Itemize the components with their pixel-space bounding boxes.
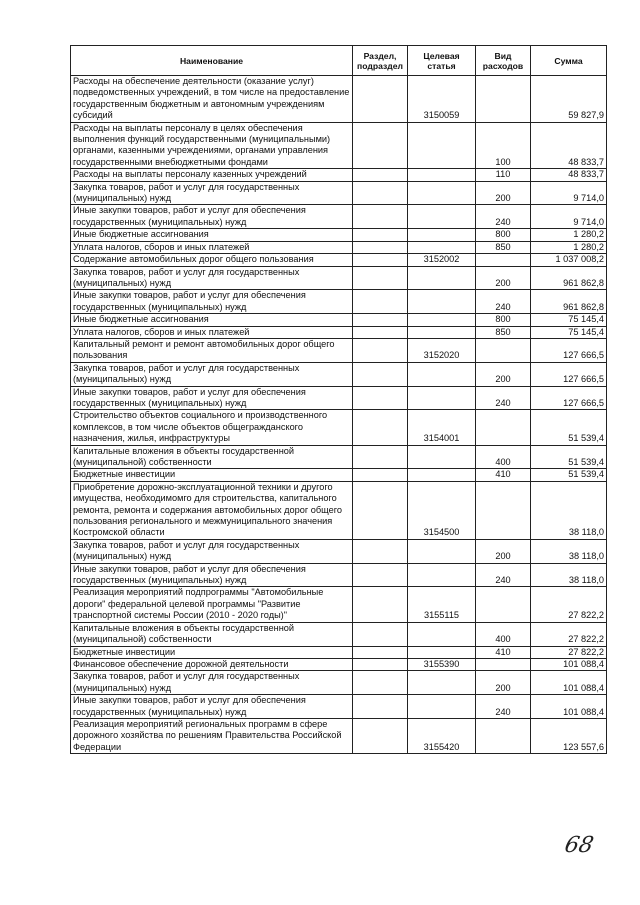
row-target [408, 671, 476, 695]
row-type: 110 [476, 169, 531, 181]
row-section [353, 410, 408, 445]
row-amount: 961 862,8 [531, 290, 607, 314]
row-section [353, 445, 408, 469]
table-row [71, 122, 607, 169]
row-type: 240 [476, 695, 531, 719]
row-target [408, 241, 476, 253]
row-name: Финансовое обеспечение дорожной деятельности [71, 658, 353, 670]
row-type: 400 [476, 445, 531, 469]
header-type: Вид расходов [476, 46, 531, 76]
row-name: Реализация мероприятий региональных программ в сфере дорожного хозяйства по решениям Правительства Российской Федерации [71, 718, 353, 753]
row-type: 240 [476, 205, 531, 229]
table-row [71, 169, 607, 181]
row-amount: 38 118,0 [531, 563, 607, 587]
row-name: Бюджетные инвестиции [71, 646, 353, 658]
row-section [353, 671, 408, 695]
table-row [71, 76, 607, 123]
table-row [71, 386, 607, 410]
row-amount: 38 118,0 [531, 481, 607, 539]
table-row [71, 326, 607, 338]
table-row [71, 563, 607, 587]
row-name: Иные закупки товаров, работ и услуг для обеспечения государственных (муниципальных) нужд [71, 695, 353, 719]
row-amount: 101 088,4 [531, 671, 607, 695]
row-type [476, 338, 531, 362]
table-row [71, 469, 607, 481]
row-target [408, 362, 476, 386]
row-amount: 59 827,9 [531, 76, 607, 123]
table-row [71, 671, 607, 695]
row-section [353, 169, 408, 181]
row-type: 800 [476, 314, 531, 326]
row-name: Закупка товаров, работ и услуг для государственных (муниципальных) нужд [71, 671, 353, 695]
row-target: 3155420 [408, 718, 476, 753]
row-target [408, 646, 476, 658]
table-row [71, 718, 607, 753]
row-amount: 48 833,7 [531, 122, 607, 169]
row-target [408, 229, 476, 241]
row-section [353, 563, 408, 587]
row-section [353, 622, 408, 646]
row-amount: 101 088,4 [531, 658, 607, 670]
row-name: Закупка товаров, работ и услуг для государственных (муниципальных) нужд [71, 539, 353, 563]
table-row [71, 646, 607, 658]
table-row [71, 695, 607, 719]
table-row [71, 410, 607, 445]
row-name: Приобретение дорожно-эксплуатационной техники и другого имущества, необходимомго для строительства, капитального ремонта, ремонта и содержания автомобильных дорог общего пользования регионального и межмуниципального значения Костромской области [71, 481, 353, 539]
row-name: Иные закупки товаров, работ и услуг для обеспечения государственных (муниципальных) нужд [71, 290, 353, 314]
header-name: Наименование [71, 46, 353, 76]
row-type: 410 [476, 646, 531, 658]
row-amount: 27 822,2 [531, 646, 607, 658]
row-amount: 127 666,5 [531, 386, 607, 410]
budget-document [70, 45, 606, 754]
table-row [71, 362, 607, 386]
row-type: 200 [476, 362, 531, 386]
row-name: Иные закупки товаров, работ и услуг для обеспечения государственных (муниципальных) нужд [71, 386, 353, 410]
row-amount: 127 666,5 [531, 338, 607, 362]
row-amount: 27 822,2 [531, 587, 607, 622]
row-section [353, 338, 408, 362]
row-section [353, 469, 408, 481]
row-target [408, 445, 476, 469]
row-type [476, 410, 531, 445]
row-name: Закупка товаров, работ и услуг для государственных (муниципальных) нужд [71, 266, 353, 290]
row-amount: 51 539,4 [531, 410, 607, 445]
row-type: 850 [476, 241, 531, 253]
row-amount: 1 280,2 [531, 241, 607, 253]
row-type: 240 [476, 290, 531, 314]
row-target: 3152020 [408, 338, 476, 362]
row-target [408, 326, 476, 338]
row-section [353, 76, 408, 123]
row-type: 100 [476, 122, 531, 169]
row-name: Иные закупки товаров, работ и услуг для обеспечения государственных (муниципальных) нужд [71, 563, 353, 587]
row-amount: 27 822,2 [531, 622, 607, 646]
row-target: 3155115 [408, 587, 476, 622]
table-body [71, 76, 607, 754]
row-section [353, 229, 408, 241]
row-section [353, 266, 408, 290]
row-section [353, 695, 408, 719]
row-target: 3155390 [408, 658, 476, 670]
row-name: Бюджетные инвестиции [71, 469, 353, 481]
row-amount: 123 557,6 [531, 718, 607, 753]
row-amount: 1 280,2 [531, 229, 607, 241]
row-section [353, 254, 408, 266]
row-section [353, 658, 408, 670]
row-type: 240 [476, 386, 531, 410]
row-target [408, 563, 476, 587]
table-row [71, 229, 607, 241]
row-type: 200 [476, 266, 531, 290]
row-section [353, 181, 408, 205]
row-target: 3152002 [408, 254, 476, 266]
row-type: 850 [476, 326, 531, 338]
table-row [71, 314, 607, 326]
row-type [476, 658, 531, 670]
row-section [353, 362, 408, 386]
row-name: Расходы на обеспечение деятельности (оказание услуг) подведомственных учреждений, в том числе на предоставление государственным бюджетным и автономным учреждениям субсидий [71, 76, 353, 123]
row-section [353, 314, 408, 326]
row-type: 800 [476, 229, 531, 241]
row-type: 200 [476, 671, 531, 695]
row-amount: 9 714,0 [531, 205, 607, 229]
row-type [476, 481, 531, 539]
header-target: Целевая статья [408, 46, 476, 76]
table-row [71, 241, 607, 253]
table-row [71, 658, 607, 670]
row-name: Капитальные вложения в объекты государственной (муниципальной) собственности [71, 622, 353, 646]
row-name: Уплата налогов, сборов и иных платежей [71, 241, 353, 253]
row-name: Расходы на выплаты персоналу в целях обеспечения выполнения функций государственными (муниципальными) органами, казенными учреждениями, органами управления государственными внебюджетными фондами [71, 122, 353, 169]
row-type [476, 587, 531, 622]
row-target [408, 169, 476, 181]
row-type: 240 [476, 563, 531, 587]
row-section [353, 122, 408, 169]
table-header-row [71, 46, 607, 76]
row-type: 410 [476, 469, 531, 481]
row-amount: 961 862,8 [531, 266, 607, 290]
table-row [71, 481, 607, 539]
row-name: Закупка товаров, работ и услуг для государственных (муниципальных) нужд [71, 362, 353, 386]
row-amount: 75 145,4 [531, 326, 607, 338]
table-row [71, 445, 607, 469]
row-type [476, 718, 531, 753]
row-name: Реализация мероприятий подпрограммы "Автомобильные дороги" федеральной целевой программы "Развитие транспортной системы России (2010 - 2020 годы)" [71, 587, 353, 622]
row-section [353, 481, 408, 539]
header-section: Раздел, подраздел [353, 46, 408, 76]
row-target [408, 314, 476, 326]
row-amount: 75 145,4 [531, 314, 607, 326]
row-target [408, 181, 476, 205]
table-row [71, 181, 607, 205]
row-section [353, 205, 408, 229]
row-target [408, 539, 476, 563]
row-amount: 51 539,4 [531, 445, 607, 469]
table-row [71, 539, 607, 563]
row-target [408, 695, 476, 719]
row-target [408, 386, 476, 410]
row-amount: 127 666,5 [531, 362, 607, 386]
row-amount: 38 118,0 [531, 539, 607, 563]
row-amount: 9 714,0 [531, 181, 607, 205]
row-target [408, 122, 476, 169]
row-type [476, 76, 531, 123]
row-section [353, 241, 408, 253]
row-target [408, 290, 476, 314]
table-row [71, 254, 607, 266]
row-name: Иные бюджетные ассигнования [71, 229, 353, 241]
table-row [71, 266, 607, 290]
row-section [353, 386, 408, 410]
row-target: 3150059 [408, 76, 476, 123]
header-amount: Сумма [531, 46, 607, 76]
row-name: Иные закупки товаров, работ и услуг для обеспечения государственных (муниципальных) нужд [71, 205, 353, 229]
page-number: 68 [562, 833, 596, 858]
row-name: Уплата налогов, сборов и иных платежей [71, 326, 353, 338]
row-name: Капитальный ремонт и ремонт автомобильных дорог общего пользования [71, 338, 353, 362]
row-section [353, 646, 408, 658]
row-target [408, 469, 476, 481]
row-name: Содержание автомобильных дорог общего пользования [71, 254, 353, 266]
table-row [71, 587, 607, 622]
row-amount: 51 539,4 [531, 469, 607, 481]
row-name: Закупка товаров, работ и услуг для государственных (муниципальных) нужд [71, 181, 353, 205]
row-section [353, 290, 408, 314]
row-target: 3154001 [408, 410, 476, 445]
row-target [408, 266, 476, 290]
row-target [408, 205, 476, 229]
row-section [353, 326, 408, 338]
row-type [476, 254, 531, 266]
row-name: Расходы на выплаты персоналу казенных учреждений [71, 169, 353, 181]
row-type: 200 [476, 181, 531, 205]
row-section [353, 718, 408, 753]
table-row [71, 338, 607, 362]
row-amount: 101 088,4 [531, 695, 607, 719]
table-row [71, 622, 607, 646]
row-target: 3154500 [408, 481, 476, 539]
table-row [71, 290, 607, 314]
budget-table [70, 45, 607, 754]
row-name: Иные бюджетные ассигнования [71, 314, 353, 326]
row-type: 400 [476, 622, 531, 646]
row-target [408, 622, 476, 646]
row-name: Строительство объектов социального и производственного комплексов, в том числе объектов общегражданского назначения, жилья, инфраструктуры [71, 410, 353, 445]
row-amount: 48 833,7 [531, 169, 607, 181]
row-amount: 1 037 008,2 [531, 254, 607, 266]
row-type: 200 [476, 539, 531, 563]
row-name: Капитальные вложения в объекты государственной (муниципальной) собственности [71, 445, 353, 469]
row-section [353, 539, 408, 563]
table-row [71, 205, 607, 229]
row-section [353, 587, 408, 622]
